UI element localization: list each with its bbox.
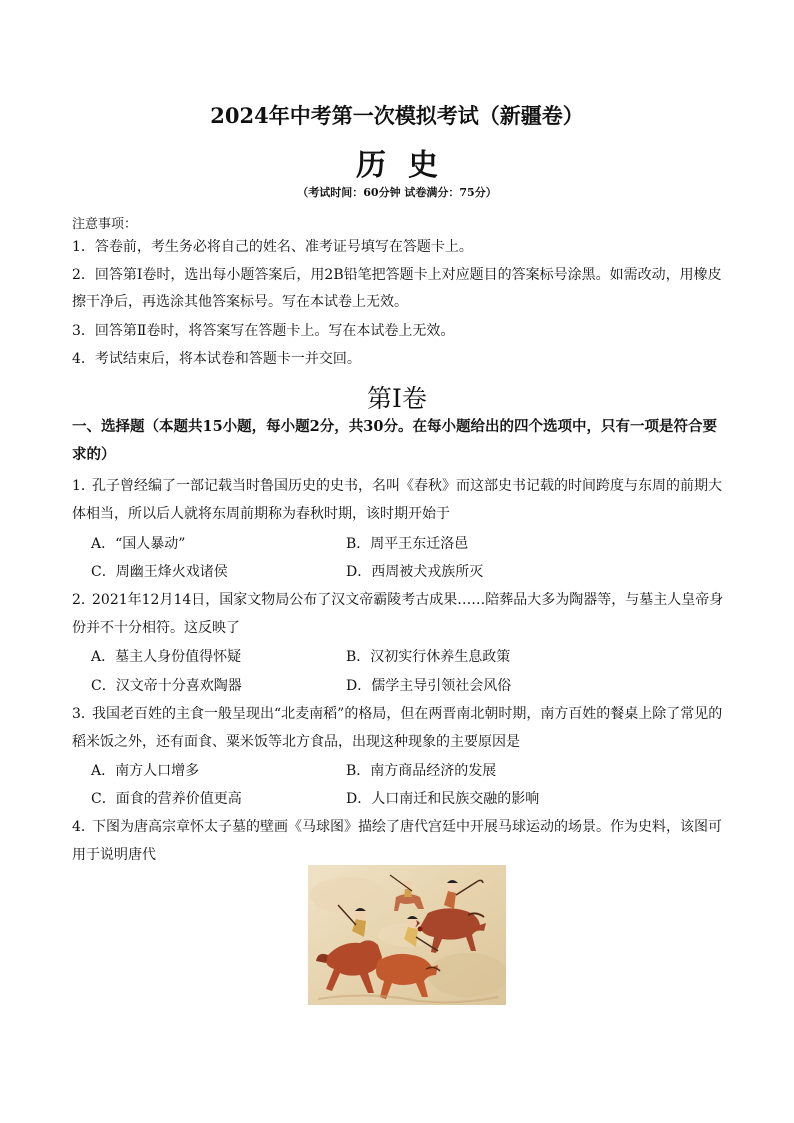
question-text: 下图为唐高宗章怀太子墓的壁画《马球图》描绘了唐代宫廷中开展马球运动的场景。作为史料，该图可用于说明唐代 bbox=[72, 819, 722, 863]
question-text: 我国老百姓的主食一般呈现出“北麦南稻”的格局，但在两晋南北朝时期，南方百姓的餐桌上除了常见的稻米饭之外，还有面食、粟米饭等北方食品，出现这种现象的主要原因是 bbox=[72, 706, 723, 750]
part-title: 第Ⅰ卷 bbox=[367, 384, 427, 413]
option-b: B．汉初实行休养生息政策 bbox=[346, 649, 511, 665]
note-item: 1．答卷前，考生务必将自己的姓名、准考证号填写在答题卡上。 bbox=[72, 239, 473, 255]
note-item: 2．回答第Ⅰ卷时，选出每小题答案后，用2B铅笔把答题卡上对应题目的答案标号涂黑。如需改动，用橡皮擦干净后，再选涂其他答案标号。写在本试卷上无效。 bbox=[72, 267, 722, 310]
option-a: A．“国人暴动” bbox=[91, 536, 186, 552]
option-c: C．面食的营养价值更高 bbox=[91, 791, 242, 807]
question-number: 3． bbox=[72, 706, 95, 722]
question-3 bbox=[72, 700, 726, 756]
question-text: 孔子曾经编了一部记载当时鲁国历史的史书，名叫《春秋》而这部史书记载的时间跨度与东周的前期大体相当，所以后人就将东周前期称为春秋时期，该时期开始于 bbox=[72, 478, 722, 522]
option-c: C．周幽王烽火戏诸侯 bbox=[91, 564, 228, 580]
option-b: B．南方商品经济的发展 bbox=[346, 763, 497, 779]
section-heading: 一、选择题（本题共15小题，每小题2分，共30分。在每小题给出的四个选项中，只有一项是符合要求的） bbox=[72, 418, 717, 463]
option-d: D．西周被犬戎族所灭 bbox=[346, 564, 484, 580]
question-number: 2． bbox=[72, 592, 95, 608]
option-b: B．周平王东迁洛邑 bbox=[346, 536, 469, 552]
subject-title: 历史 bbox=[356, 148, 460, 183]
option-d: D．人口南迁和民族交融的影响 bbox=[346, 791, 540, 807]
question-number: 4． bbox=[72, 819, 95, 835]
exam-info: （考试时间：60分钟 试卷满分：75分） bbox=[297, 186, 497, 199]
question-text: 2021年12月14日，国家文物局公布了汉文帝霸陵考古成果……陪葬品大多为陶器等，与墓主人皇帝身份并不十分相符。这反映了 bbox=[72, 592, 724, 636]
option-a: A．墓主人身份值得怀疑 bbox=[91, 649, 242, 665]
question-4 bbox=[72, 813, 726, 869]
note-item: 3．回答第Ⅱ卷时，将答案写在答题卡上。写在本试卷上无效。 bbox=[72, 323, 455, 339]
option-a: A．南方人口增多 bbox=[91, 763, 200, 779]
option-d: D．儒学主导引领社会风俗 bbox=[346, 678, 512, 694]
question-2 bbox=[72, 586, 726, 642]
polo-mural-image bbox=[308, 865, 506, 1005]
notes-heading: 注意事项： bbox=[72, 217, 138, 232]
question-number: 1． bbox=[72, 478, 95, 494]
note-item: 4．考试结束后，将本试卷和答题卡一并交回。 bbox=[72, 351, 361, 367]
option-c: C．汉文帝十分喜欢陶器 bbox=[91, 678, 242, 694]
exam-title: 2024年中考第一次模拟考试（新疆卷） bbox=[210, 103, 584, 128]
question-1 bbox=[72, 472, 726, 528]
